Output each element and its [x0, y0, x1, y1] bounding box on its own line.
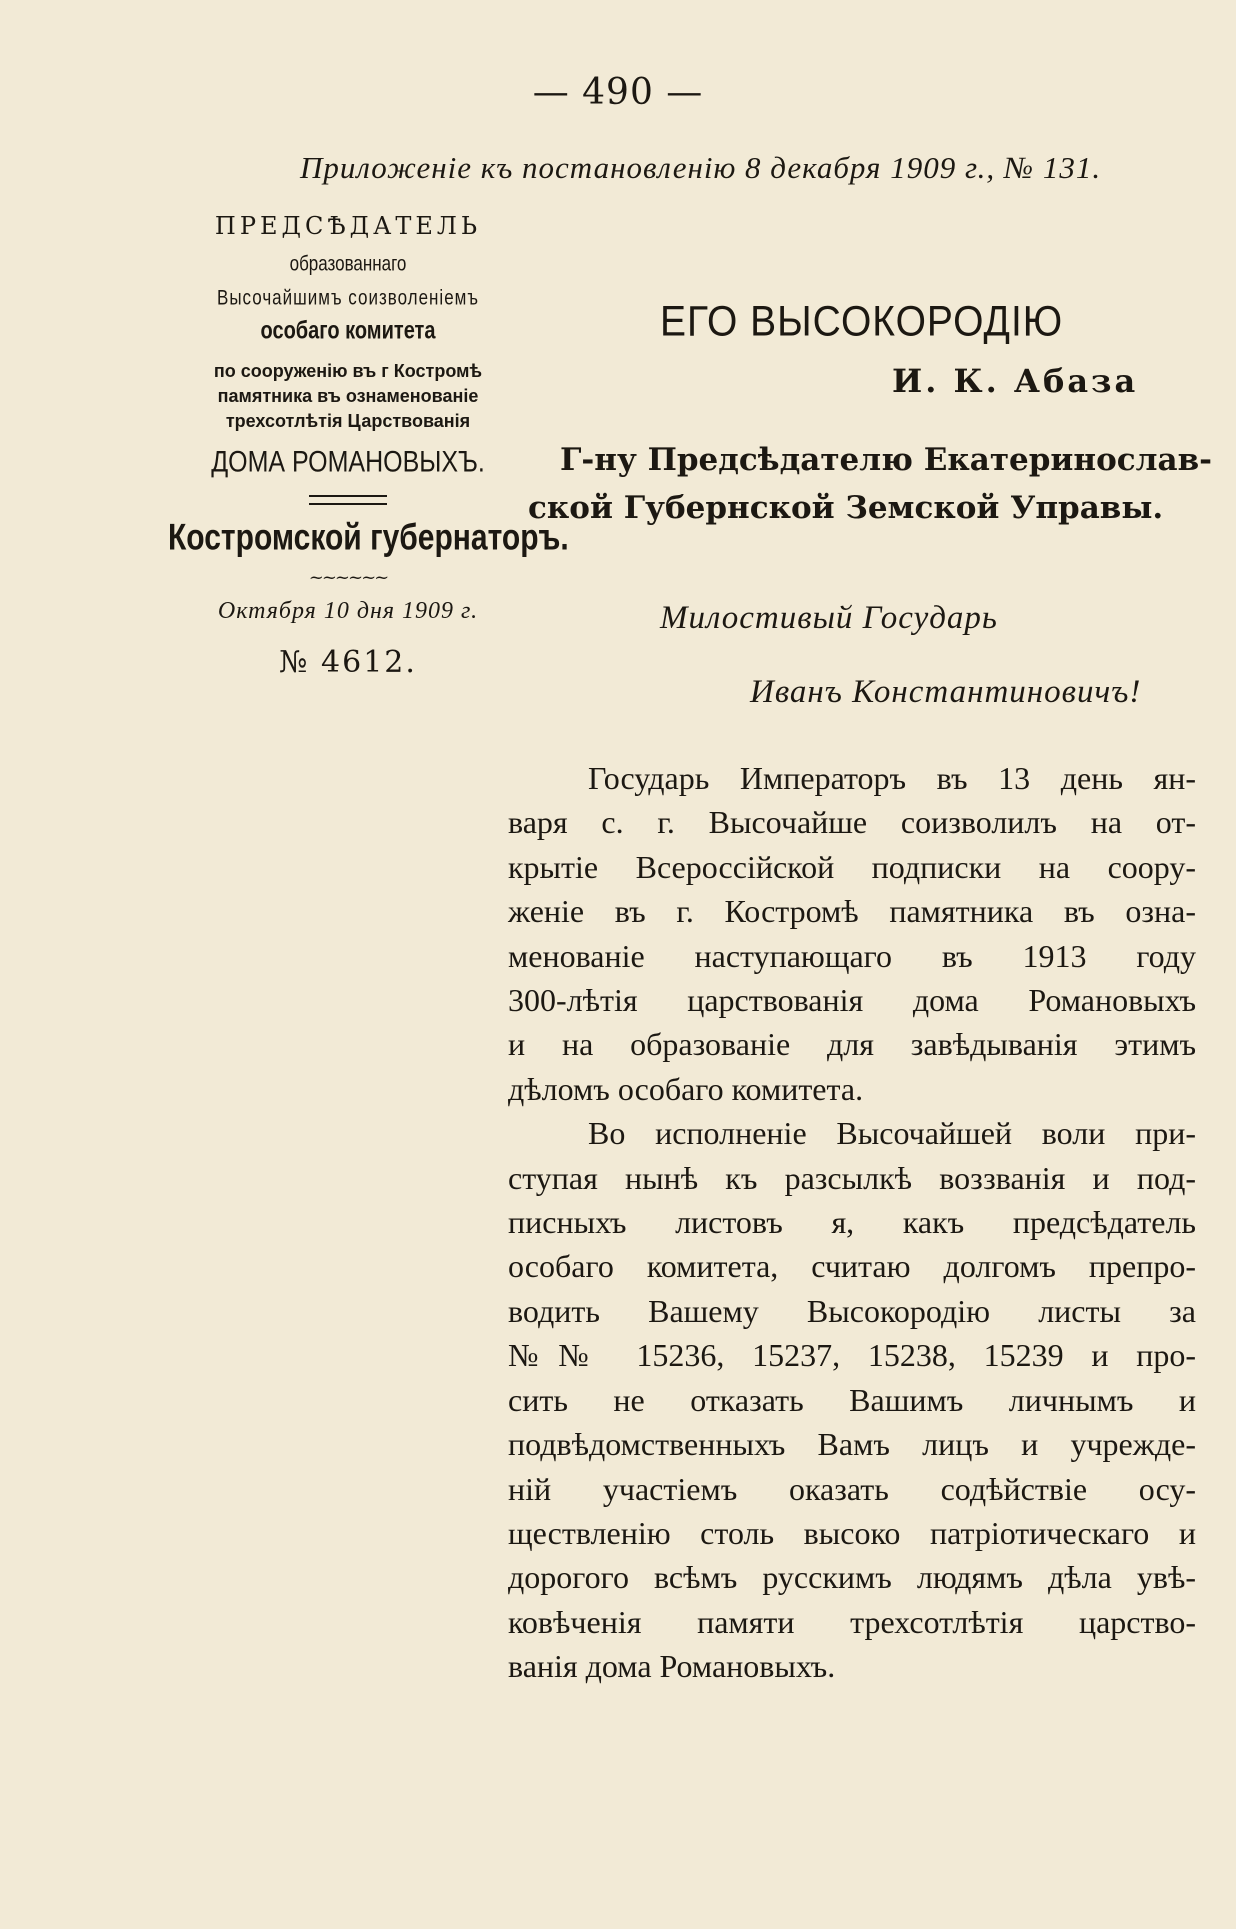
addressee-position-line2: ской Губернской Земской Управы. — [528, 490, 1164, 526]
salutation-line1: Милостивый Государь — [660, 600, 998, 636]
wavy-ornament: ~~~~~~ — [308, 567, 388, 588]
letterhead-title: ПРЕДСѢДАТЕЛЬ — [214, 212, 482, 240]
letterhead-line: по сооруженію въ г Костромѣ — [213, 361, 483, 381]
body-line: дѣломъ особаго комитета. — [508, 1070, 864, 1107]
letterhead-line: Высочайшимъ соизволеніемъ — [217, 285, 479, 310]
body-line: водить Вашему Высокородію листы за — [508, 1292, 1196, 1329]
body-line: Государь Императоръ въ 13 день ян- — [588, 760, 1196, 796]
body-line: женіе въ г. Костромѣ памятника въ озна- — [508, 893, 1196, 930]
body-line: варя с. г. Высочайше соизволилъ на от- — [508, 804, 1196, 841]
letterhead-line: образованнаго — [289, 251, 407, 276]
letterhead-dynasty: ДОМА РОМАНОВЫХЪ. — [211, 445, 485, 479]
body-line: сить не отказать Вашимъ личнымъ и — [508, 1381, 1196, 1418]
body-line: крытіе Всероссійской подписки на соору- — [508, 848, 1196, 885]
body-line: дорогого всѣмъ русскимъ людямъ дѣла увѣ- — [508, 1559, 1196, 1596]
letter-date: Октября 10 дня 1909 г. — [217, 598, 479, 624]
body-line: особаго комитета, считаю долгомъ препро- — [508, 1248, 1196, 1285]
addressee-name: И. К. Абаза — [892, 362, 1139, 400]
supplement-heading: Приложеніе къ постановленію 8 декабря 1909 г., № 131. — [300, 150, 1102, 185]
body-line: ній участіемъ оказать содѣйствіе осу- — [508, 1470, 1196, 1507]
body-line: ковѣченія памяти трехсотлѣтія царство- — [508, 1603, 1196, 1640]
letter-number: № 4612. — [279, 645, 417, 680]
body-line: ступая нынѣ къ разсылкѣ воззванія и под- — [508, 1159, 1196, 1196]
page-number: — 490 — — [532, 72, 704, 113]
addressee-position-line1: Г-ну Предсѣдателю Екатеринослав- — [560, 442, 1213, 478]
letterhead — [168, 212, 569, 680]
letterhead-line: особаго комитета — [260, 317, 436, 345]
letter-body — [508, 756, 1196, 1689]
letterhead-line: памятника въ ознаменованіе — [217, 386, 479, 406]
body-line: подвѣдомственныхъ Вамъ лицъ и учрежде- — [508, 1426, 1196, 1463]
body-line: Во исполненіе Высочайшей воли при- — [588, 1115, 1196, 1152]
salutation-line2: Иванъ Константиновичъ! — [750, 674, 1142, 710]
addressee-honorific: ЕГО ВЫСОКОРОДІЮ — [660, 298, 1064, 346]
governor-title: Костромской губернаторъ. — [168, 516, 569, 558]
body-line: 300-лѣтія царствованія дома Романовыхъ — [508, 982, 1196, 1019]
body-line: и на образованіе для завѣдыванія этимъ — [508, 1026, 1196, 1063]
letterhead-line: трехсотлѣтія Царствованія — [225, 411, 471, 431]
body-line: ванія дома Романовыхъ. — [508, 1648, 836, 1685]
body-line: писныхъ листовъ я, какъ предсѣдатель — [508, 1204, 1196, 1241]
double-rule-divider — [309, 495, 387, 505]
body-line: №№ 15236, 15237, 15238, 15239 и про- — [508, 1337, 1196, 1374]
body-line: менованіе наступающаго въ 1913 году — [508, 937, 1196, 974]
body-line: ществленію столь высоко патріотическаго и — [508, 1514, 1196, 1551]
